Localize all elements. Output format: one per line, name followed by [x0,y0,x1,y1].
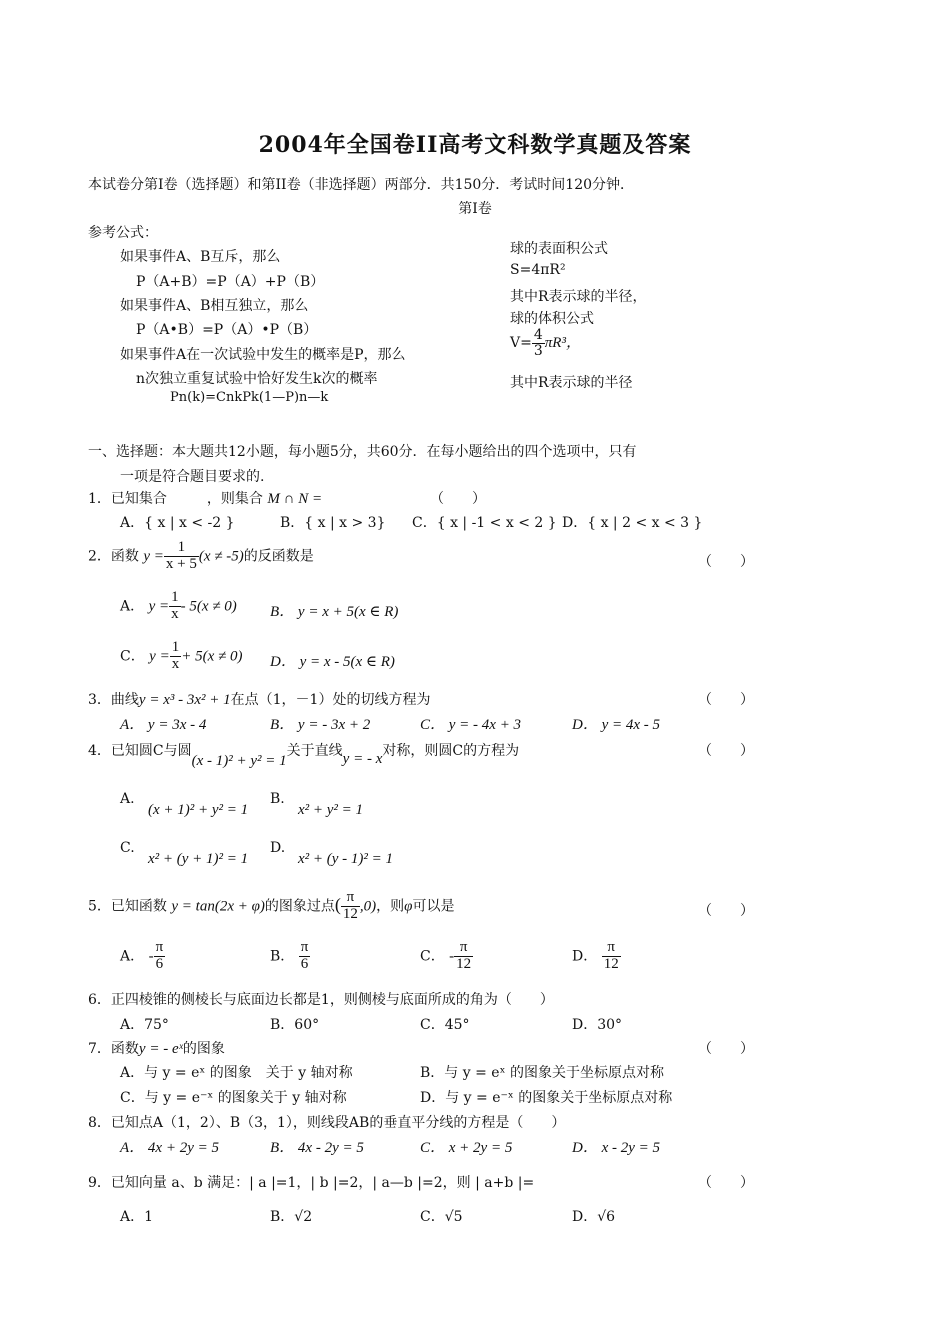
formula-left-7: Pn(k)=CnkPk(1—P)n—k [170,390,329,405]
q5-option-c: C． - $\frac{\pi}{12}$ [420,939,472,972]
q8-option-b: B． 4x - 2y = 5 [270,1140,364,1156]
q1-paren: （ ） [430,491,486,507]
q2-option-b: B． y = x + 5(x ∈ R) [270,604,399,620]
q1-option-d: D．{ x | 2 < x < 3 } [562,515,703,531]
q1-stem: 1．已知集合 ，则集合 M ∩ N = [88,491,323,507]
q5-option-d: D． $\frac{\pi}{12}$ [572,939,619,972]
q2-option-c: C． y = $\frac{1}{x}$ + 5(x ≠ 0) [120,639,243,672]
q9-option-a: A．1 [120,1209,154,1225]
q3-paren: （ ） [698,692,754,708]
q7-option-d: D．与 y = e⁻ˣ 的图象关于坐标原点对称 [420,1090,673,1106]
formulas-heading: 参考公式： [88,225,158,241]
q2-option-a: A． y = $\frac{1}{x}$ - 5(x ≠ 0) [120,589,237,622]
q4-option-c-label: C. [120,840,135,856]
formula-left-3: 如果事件A、B相互独立，那么 [120,298,309,314]
q8-option-c: C． x + 2y = 5 [420,1140,513,1156]
q4-option-a: (x + 1)² + y² = 1 [148,802,249,818]
q1-option-a: A．{ x | x < -2 } [120,515,235,531]
q9-stem: 9．已知向量 a、b 满足：| a |=1，| b |=2，| a—b |=2，则 | a+b |= [88,1175,535,1191]
q9-option-b: B．√2 [270,1209,313,1225]
q8-stem: 8．已知点A（1，2）、B（3，1），则线段AB的垂直平分线的方程是（ ） [88,1115,566,1131]
q4-option-b-label: B. [270,791,285,807]
exam-intro: 本试卷分第I卷（选择题）和第II卷（非选择题）两部分．共150分．考试时间120分钟． [88,177,635,193]
q5-option-b: B． $\frac{\pi}{6}$ [270,939,309,972]
q4-stem: 4．已知圆C与圆(x - 1)² + y² = 1关于直线y = - x对称，则圆C的方程为 [88,743,520,769]
formula-right-volume: V= $\frac{4}{3}$ πR³， [510,327,581,359]
q4-option-d: x² + (y - 1)² = 1 [298,851,394,867]
volume-label: 第I卷 [458,201,492,217]
q5-option-a: A． - $\frac{\pi}{6}$ [120,939,164,972]
formula-right-3: 其中R表示球的半径， [510,289,647,305]
section-line-1: 一、选择题：本大题共12小题，每小题5分，共60分．在每小题给出的四个选项中，只有 [88,444,637,460]
q6-option-c: C．45° [420,1017,470,1033]
q6-option-b: B．60° [270,1017,320,1033]
formula-left-2: P（A+B）=P（A）+P（B） [136,274,325,290]
q2-paren: （ ） [698,554,754,570]
page-title: 2004年全国卷II高考文科数学真题及答案 [258,132,692,158]
formula-left-5: 如果事件A在一次试验中发生的概率是P，那么 [120,347,406,363]
formula-right-5: 其中R表示球的半径 [510,375,633,391]
q4-option-c: x² + (y + 1)² = 1 [148,851,249,867]
formula-right-4: 球的体积公式 [510,311,594,327]
q5-stem: 5．已知函数 y = tan(2x + φ)的图象过点( $\frac{\pi}{12}$ ,0)，则φ可以是 [88,889,455,922]
q4-option-a-label: A. [120,791,135,807]
q3-option-d: D． y = 4x - 5 [572,717,661,733]
q9-option-d: D．√6 [572,1209,616,1225]
q3-option-a: A． y = 3x - 4 [120,717,207,733]
q3-stem: 3．曲线y = x³ - 3x² + 1在点（1，－1）处的切线方程为 [88,692,431,708]
formula-left-1: 如果事件A、B互斥，那么 [120,249,281,265]
q7-paren: （ ） [698,1041,754,1057]
q8-option-a: A． 4x + 2y = 5 [120,1140,219,1156]
q7-stem: 7．函数y = - eˣ的图象 [88,1041,225,1057]
q3-option-c: C． y = - 4x + 3 [420,717,522,733]
q9-option-c: C．√5 [420,1209,463,1225]
q8-option-d: D． x - 2y = 5 [572,1140,661,1156]
formula-right-2: S=4πR² [510,262,566,278]
q3-option-b: B． y = - 3x + 2 [270,717,371,733]
q2-option-d: D． y = x - 5(x ∈ R) [270,654,395,670]
q7-option-b: B．与 y = eˣ 的图象关于坐标原点对称 [420,1065,664,1081]
q6-stem: 6．正四棱锥的侧棱长与底面边长都是1，则侧棱与底面所成的角为（ ） [88,992,554,1008]
formula-left-6: n次独立重复试验中恰好发生k次的概率 [136,371,378,387]
q7-option-c: C．与 y = e⁻ˣ 的图象关于 y 轴对称 [120,1090,347,1106]
formula-right-1: 球的表面积公式 [510,241,608,257]
q6-option-a: A．75° [120,1017,169,1033]
q5-paren: （ ） [698,903,754,919]
q2-stem: 2．函数 y = $\frac{1}{x + 5}$ (x ≠ -5)的反函数是 [88,539,314,572]
q7-option-a: A．与 y = eˣ 的图象 关于 y 轴对称 [120,1065,353,1081]
formula-left-4: P（A•B）=P（A）•P（B） [136,322,318,338]
q4-option-d-label: D. [270,840,286,856]
q1-option-b: B．{ x | x > 3} [280,515,386,531]
q9-paren: （ ） [698,1175,754,1191]
q1-option-c: C．{ x | -1 < x < 2 } [412,515,557,531]
q4-paren: （ ） [698,743,754,759]
section-line-2: 一项是符合题目要求的. [120,469,265,485]
q6-option-d: D．30° [572,1017,623,1033]
q4-option-b: x² + y² = 1 [298,802,364,818]
